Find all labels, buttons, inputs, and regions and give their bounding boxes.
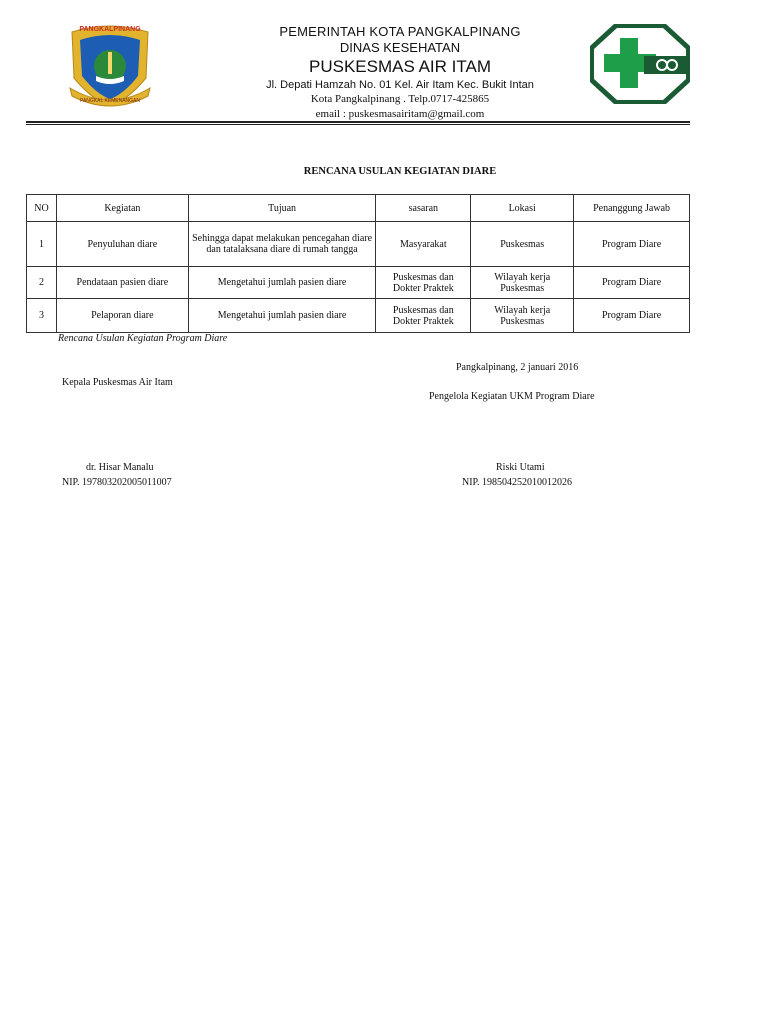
- place-date: Pangkalpinang, 2 januari 2016: [456, 362, 579, 373]
- right-sign-name: Riski Utami: [496, 462, 545, 473]
- table-row: [27, 267, 690, 299]
- table-caption: Rencana Usulan Kegiatan Program Diare: [58, 333, 228, 344]
- table-cell: Pelaporan diare: [56, 299, 188, 333]
- table-cell: Program Diare: [574, 222, 690, 267]
- table-cell: Sehingga dapat melakukan pencegahan diare dan tatalaksana diare di rumah tangga: [188, 222, 376, 267]
- table-cell: Pendataan pasien diare: [56, 267, 188, 299]
- left-sign-role: Kepala Puskesmas Air Itam: [62, 377, 173, 388]
- table-row: [27, 222, 690, 267]
- header-cell-penanggung-jawab: Penanggung Jawab: [574, 195, 690, 222]
- header-cell-sasaran: sasaran: [376, 195, 471, 222]
- header-cell-tujuan: Tujuan: [188, 195, 376, 222]
- right-sign-nip: NIP. 198504252010012026: [462, 477, 573, 488]
- table-cell: Wilayah kerja Puskesmas: [471, 299, 574, 333]
- table-cell: 3: [27, 299, 57, 333]
- header-line-3: PUSKESMAS AIR ITAM: [308, 57, 491, 76]
- table-cell: 1: [27, 222, 57, 267]
- header-address: Jl. Depati Hamzah No. 01 Kel. Air Itam Kec. Bukit Intan: [266, 79, 534, 91]
- header-line-2: DINAS KESEHATAN: [339, 40, 461, 55]
- city-emblem-logo: [66, 18, 154, 108]
- header-cell-kegiatan: Kegiatan: [56, 195, 188, 222]
- table-cell: Wilayah kerja Puskesmas: [471, 267, 574, 299]
- header-line-1: PEMERINTAH KOTA PANGKALPINANG: [279, 24, 521, 39]
- table-cell: Masyarakat: [376, 222, 471, 267]
- header-email: email : puskesmasairitam@gmail.com: [315, 108, 485, 120]
- table-cell: 2: [27, 267, 57, 299]
- emblem-top-text: PANGKALPINANG: [79, 26, 141, 33]
- header-city-phone: Kota Pangkalpinang . Telp.0717-425865: [310, 93, 490, 105]
- table-cell: Mengetahui jumlah pasien diare: [188, 267, 376, 299]
- emblem-bottom-text: PANGKAL KEMENANGAN: [79, 98, 141, 104]
- table-cell: Puskesmas dan Dokter Praktek: [376, 267, 471, 299]
- activity-plan-table: [26, 194, 690, 333]
- header-divider-thick: [26, 121, 690, 123]
- table-cell: Puskesmas dan Dokter Praktek: [376, 299, 471, 333]
- document-title: RENCANA USULAN KEGIATAN DIARE: [303, 166, 497, 177]
- left-sign-name: dr. Hisar Manalu: [86, 462, 154, 473]
- header-cell-lokasi: Lokasi: [471, 195, 574, 222]
- left-sign-nip: NIP. 197803202005011007: [62, 477, 172, 488]
- table-cell: Program Diare: [574, 299, 690, 333]
- table-cell: Penyuluhan diare: [56, 222, 188, 267]
- table-cell: Program Diare: [574, 267, 690, 299]
- table-cell: Mengetahui jumlah pasien diare: [188, 299, 376, 333]
- table-header-row: [27, 195, 690, 222]
- table-row: [27, 299, 690, 333]
- right-sign-role: Pengelola Kegiatan UKM Program Diare: [429, 391, 595, 402]
- header-divider-thin: [26, 124, 690, 125]
- table-cell: Puskesmas: [471, 222, 574, 267]
- header-cell-no: NO: [27, 195, 57, 222]
- puskesmas-logo: [590, 22, 690, 106]
